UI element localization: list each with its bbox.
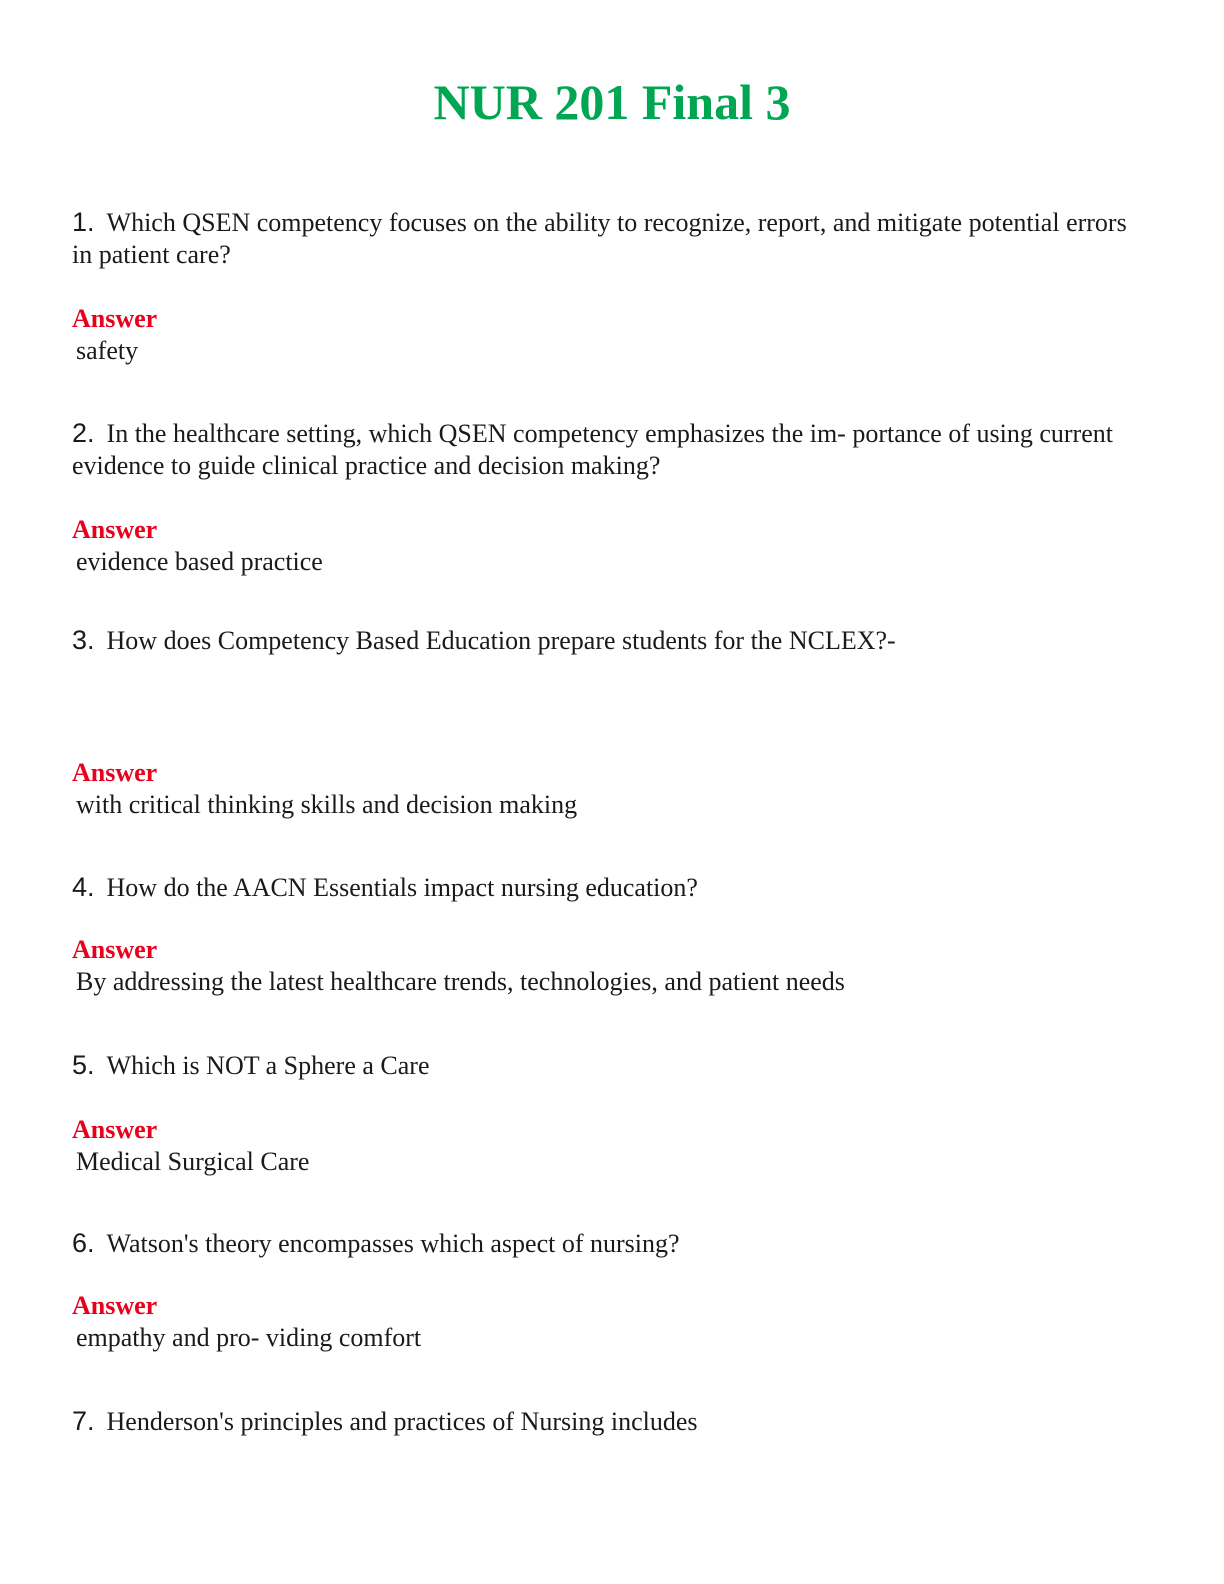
question-number: 3. [72, 625, 95, 655]
question-number: 5. [72, 1050, 95, 1080]
answer-text: safety [76, 336, 139, 365]
question-7 [72, 1405, 1152, 1438]
question-1 [72, 206, 1152, 271]
document-title: NUR 201 Final 3 [433, 74, 791, 130]
question-6 [72, 1227, 1152, 1260]
question-text: Which is NOT a Sphere a Care [106, 1051, 430, 1080]
answer-label: Answer [72, 1115, 158, 1144]
answer-label: Answer [72, 935, 158, 964]
question-text: Watson's theory encompasses which aspect of nursing? [106, 1229, 680, 1258]
question-3 [72, 624, 1152, 657]
question-number: 6. [72, 1228, 95, 1258]
question-number: 4. [72, 872, 95, 902]
answer-label: Answer [72, 1291, 158, 1320]
answer-text: empathy and pro- viding comfort [76, 1323, 422, 1352]
answer-text: Medical Surgical Care [76, 1147, 310, 1176]
answer-label: Answer [72, 758, 158, 787]
answer-text: By addressing the latest healthcare trends, technologies, and patient needs [76, 967, 845, 996]
question-text: Henderson's principles and practices of Nursing includes [106, 1407, 698, 1436]
question-4 [72, 871, 1152, 904]
answer-text: with critical thinking skills and decision making [76, 790, 578, 819]
question-number: 2. [72, 418, 95, 448]
qa-item-7 [72, 1405, 1152, 1438]
question-text: In the healthcare setting, which QSEN competency emphasizes the im- portance of using current evidence to guide clinical practice and decision making? [72, 419, 1113, 480]
question-text: How do the AACN Essentials impact nursing education? [106, 873, 698, 902]
question-number: 1. [72, 207, 95, 237]
qa-item-2 [72, 417, 1152, 578]
answer-label: Answer [72, 304, 158, 333]
qa-item-5 [72, 1049, 1152, 1178]
question-5 [72, 1049, 1152, 1082]
answer-text: evidence based practice [76, 547, 323, 576]
qa-item-4 [72, 871, 1152, 998]
qa-item-6 [72, 1227, 1152, 1354]
question-number: 7. [72, 1406, 95, 1436]
qa-item-1 [72, 206, 1152, 367]
question-2 [72, 417, 1152, 482]
question-text: How does Competency Based Education prepare students for the NCLEX?- [106, 626, 896, 655]
question-text: Which QSEN competency focuses on the ability to recognize, report, and mitigate potential errors in patient care? [72, 208, 1127, 269]
answer-label: Answer [72, 515, 158, 544]
qa-item-3 [72, 624, 1152, 821]
